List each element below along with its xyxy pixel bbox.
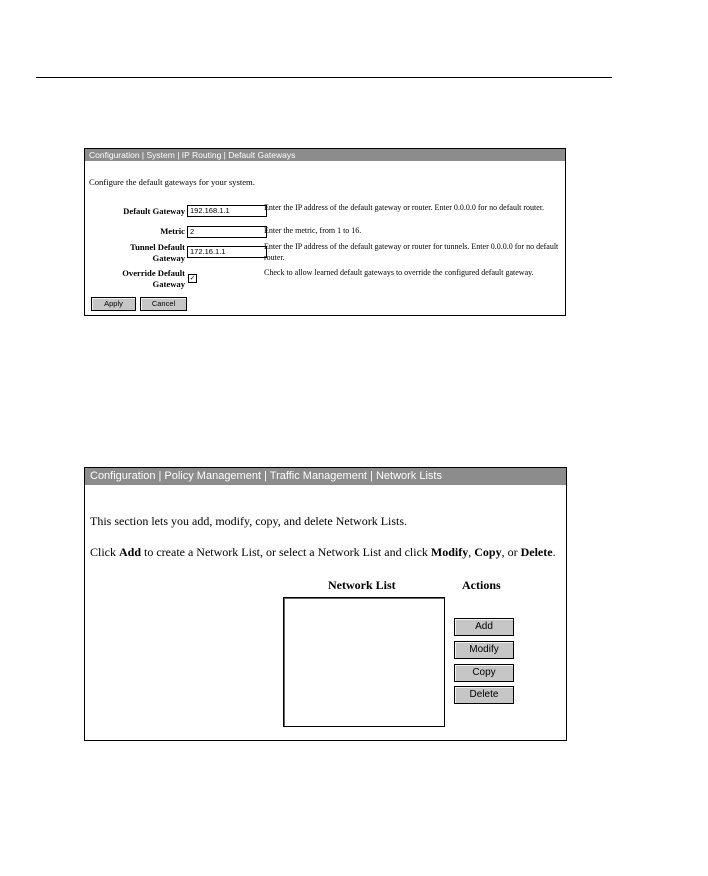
actions-header: Actions bbox=[462, 578, 501, 592]
tunnel-gateway-label bbox=[130, 242, 185, 264]
metric-label: Metric bbox=[160, 226, 185, 236]
instruction-delete: Delete bbox=[520, 545, 553, 559]
instruction-copy: Copy bbox=[474, 545, 502, 559]
instruction-add: Add bbox=[119, 545, 142, 559]
override-gateway-label-line2: Gateway bbox=[152, 279, 185, 289]
default-gateways-panel bbox=[84, 148, 566, 316]
instruction-text-5: . bbox=[552, 545, 556, 559]
modify-button[interactable]: Modify bbox=[454, 641, 514, 659]
network-list-header: Network List bbox=[328, 578, 396, 592]
apply-button[interactable]: Apply bbox=[91, 297, 136, 311]
default-gateway-label: Default Gateway bbox=[123, 206, 185, 216]
cancel-button[interactable]: Cancel bbox=[140, 297, 187, 311]
default-gateway-help: Enter the IP address of the default gateway or router. Enter 0.0.0.0 for no default router. bbox=[264, 203, 545, 212]
tunnel-gateway-input[interactable]: 172.16.1.1 bbox=[187, 246, 267, 258]
override-gateway-checkbox[interactable]: ✓ bbox=[189, 274, 196, 282]
instruction-text-1: Click bbox=[90, 545, 119, 559]
override-gateway-label-line1: Override Default bbox=[122, 268, 185, 278]
page-description: Configure the default gateways for your system. bbox=[89, 177, 255, 187]
metric-input[interactable]: 2 bbox=[187, 226, 267, 238]
instruction-text-2: to create a Network List, or select a Network List and click bbox=[141, 545, 431, 559]
override-gateway-label bbox=[122, 268, 185, 290]
copy-button[interactable]: Copy bbox=[454, 664, 514, 682]
add-button[interactable]: Add bbox=[454, 618, 514, 636]
instruction-text-4: , or bbox=[501, 545, 521, 559]
instruction-text-3: , bbox=[468, 545, 475, 559]
tunnel-gateway-label-line1: Tunnel Default bbox=[130, 242, 185, 252]
breadcrumb[interactable]: Configuration | Policy Management | Traffic Management | Network Lists bbox=[85, 468, 566, 485]
network-list-select[interactable] bbox=[283, 597, 445, 727]
page-description: This section lets you add, modify, copy, and delete Network Lists. bbox=[90, 514, 408, 528]
default-gateway-input[interactable]: 192.168.1.1 bbox=[187, 205, 267, 217]
instructions bbox=[90, 545, 556, 560]
network-lists-panel bbox=[84, 467, 567, 741]
delete-button[interactable]: Delete bbox=[454, 686, 514, 704]
breadcrumb[interactable]: Configuration | System | IP Routing | Default Gateways bbox=[85, 149, 565, 161]
tunnel-gateway-help: Enter the IP address of the default gateway or router for tunnels. Enter 0.0.0.0 for no default router. bbox=[264, 242, 559, 262]
page-header-rule bbox=[36, 77, 612, 78]
metric-help: Enter the metric, from 1 to 16. bbox=[264, 226, 362, 235]
override-gateway-help: Check to allow learned default gateways to override the configured default gateway. bbox=[264, 268, 534, 277]
tunnel-gateway-label-line2: Gateway bbox=[152, 253, 185, 263]
instruction-modify: Modify bbox=[430, 545, 469, 559]
